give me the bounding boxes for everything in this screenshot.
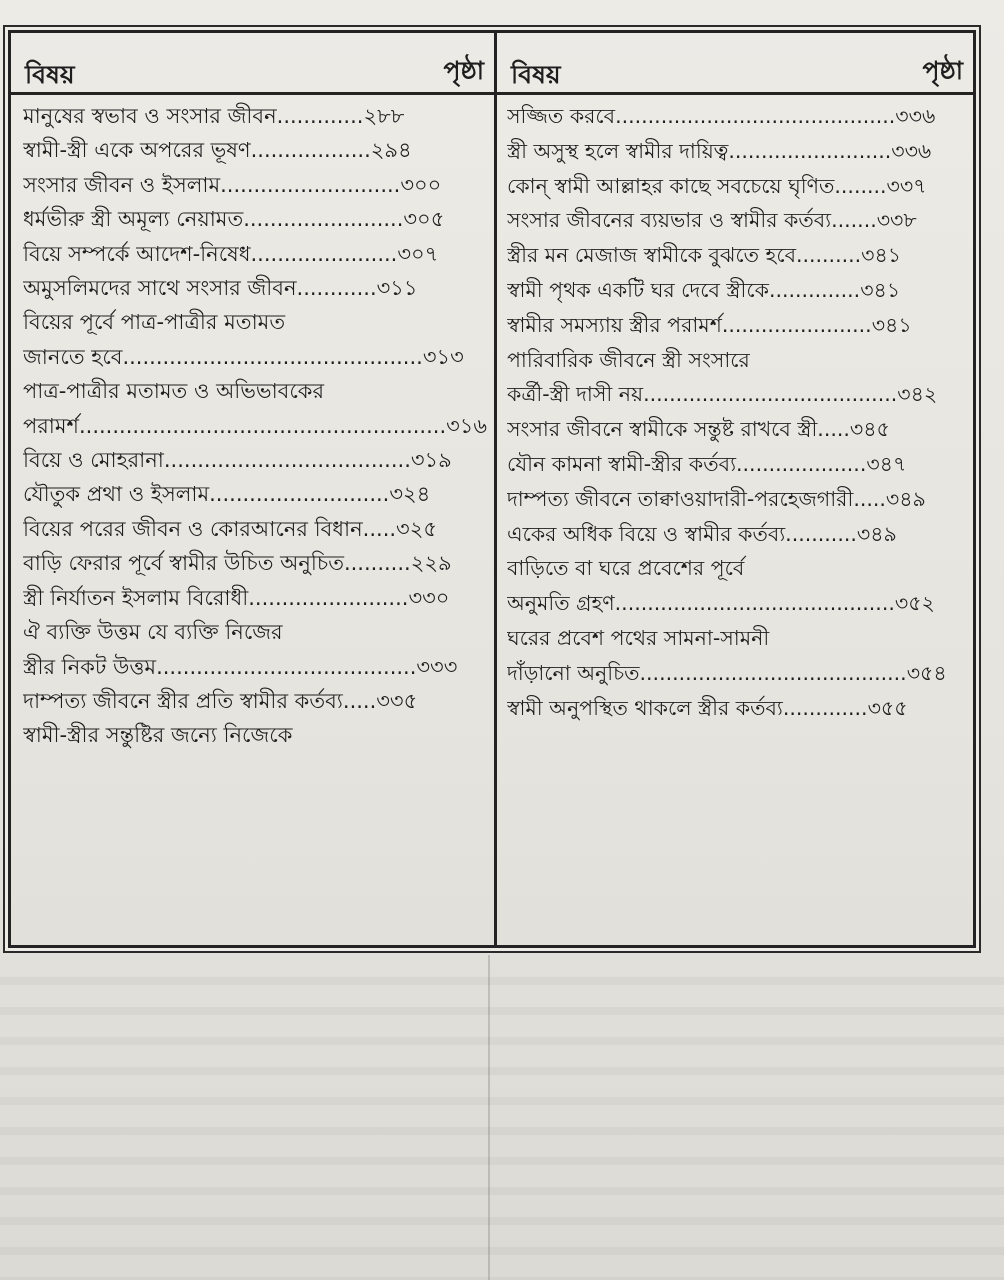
toc-entry: বিয়ে ও মোহরানা.....................................৩১৯ bbox=[23, 448, 452, 473]
bleed-through-divider bbox=[488, 955, 490, 1280]
toc-entry: সংসার জীবনের ব্যয়ভার ও স্বামীর কর্তব্য.......৩৩৮ bbox=[507, 208, 917, 233]
toc-entry: বিয়ে সম্পর্কে আদেশ-নিষেধ......................৩০৭ bbox=[23, 241, 439, 266]
toc-entry: স্বামী-স্ত্রী একে অপরের ভূষণ..................২৯৪ bbox=[23, 138, 412, 163]
toc-entry: সজ্জিত করবে...........................................৩৩৬ bbox=[507, 104, 936, 128]
toc-entry: স্বামী অনুপস্থিত থাকলে স্ত্রীর কর্তব্য.............৩৫৫ bbox=[507, 695, 908, 720]
toc-entry: স্ত্রীর নিকট উত্তম.......................................৩৩৩ bbox=[23, 654, 458, 679]
toc-left-entries bbox=[11, 95, 494, 753]
toc-entry: কোন্ স্বামী আল্লাহর কাছে সবচেয়ে ঘৃণিত........৩৩৭ bbox=[507, 173, 927, 198]
toc-entry: ধর্মভীরু স্ত্রী অমূল্য নেয়ামত........................৩০৫ bbox=[23, 207, 445, 232]
toc-entry: মানুষের স্বভাব ও সংসার জীবন.............২৮৮ bbox=[23, 104, 405, 128]
toc-entry: যৌন কামনা স্বামী-স্ত্রীর কর্তব্য....................৩৪৭ bbox=[507, 451, 907, 476]
toc-entry: অমুসলিমদের সাথে সংসার জীবন............৩১১ bbox=[23, 276, 418, 301]
toc-entry: অনুমতি গ্রহণ...........................................৩৫২ bbox=[507, 591, 935, 616]
toc-right-header bbox=[497, 33, 973, 95]
toc-entry: যৌতুক প্রথা ও ইসলাম...........................৩২৪ bbox=[23, 482, 431, 507]
toc-entry: স্ত্রী অসুস্থ হলে স্বামীর দায়িত্ব.........................৩৩৬ bbox=[507, 138, 932, 163]
page-heading: পৃষ্ঠা bbox=[443, 56, 484, 85]
topic-heading: বিষয় bbox=[25, 60, 75, 89]
toc-entry: পাত্র-পাত্রীর মতামত ও অভিভাবকের bbox=[23, 379, 325, 404]
toc-entry: স্বামী পৃথক একটি ঘর দেবে স্ত্রীকে..............৩৪১ bbox=[507, 277, 901, 302]
toc-entry: পরামর্শ.......................................................৩১৬ bbox=[23, 413, 488, 438]
toc-entry: ঐ ব্যক্তি উত্তম যে ব্যক্তি নিজের bbox=[23, 620, 283, 645]
toc-right-entries bbox=[497, 95, 973, 725]
toc-left-column bbox=[11, 33, 494, 945]
toc-entry: জানতে হবে.............................................৩১৩ bbox=[23, 344, 464, 369]
toc-entry: বাড়িতে বা ঘরে প্রবেশের পূর্বে bbox=[507, 556, 745, 581]
toc-entry: স্বামীর সমস্যায় স্ত্রীর পরামর্শ.......................৩৪১ bbox=[507, 312, 912, 337]
toc-entry: সংসার জীবনে স্বামীকে সন্তুষ্ট রাখবে স্ত্রী.....৩৪৫ bbox=[507, 417, 890, 442]
toc-entry: দাঁড়ানো অনুচিত.........................................৩৫৪ bbox=[507, 660, 947, 685]
toc-right-column bbox=[497, 33, 973, 945]
toc-entry: স্বামী-স্ত্রীর সন্তুষ্টির জন্যে নিজেকে bbox=[23, 723, 293, 748]
topic-heading: বিষয় bbox=[511, 60, 561, 89]
toc-entry: সংসার জীবন ও ইসলাম...........................৩০০ bbox=[23, 172, 442, 197]
toc-entry: একের অধিক বিয়ে ও স্বামীর কর্তব্য...........৩৪৯ bbox=[507, 521, 897, 546]
toc-entry: স্ত্রীর মন মেজাজ স্বামীকে বুঝতে হবে..........৩৪১ bbox=[507, 243, 902, 268]
toc-entry: কর্ত্রী-স্ত্রী দাসী নয়.......................................৩৪২ bbox=[507, 382, 938, 407]
toc-entry: ঘরের প্রবেশ পথের সামনা-সামনী bbox=[507, 625, 770, 650]
toc-entry: দাম্পত্য জীবনে তাক্বাওয়াদারী-পরহেজগারী.....৩৪৯ bbox=[507, 486, 926, 511]
bleed-through-text bbox=[0, 955, 1004, 1280]
toc-left-header bbox=[11, 33, 494, 95]
toc-entry: বিয়ের পরের জীবন ও কোরআনের বিধান.....৩২৫ bbox=[23, 516, 437, 541]
toc-entry: স্ত্রী নির্যাতন ইসলাম বিরোধী........................৩৩০ bbox=[23, 585, 450, 610]
toc-entry: বাড়ি ফেরার পূর্বে স্বামীর উচিত অনুচিত..........২২৯ bbox=[23, 551, 452, 576]
toc-entry: দাম্পত্য জীবনে স্ত্রীর প্রতি স্বামীর কর্তব্য.....৩৩৫ bbox=[23, 688, 418, 713]
table-of-contents bbox=[8, 30, 976, 948]
toc-entry: পারিবারিক জীবনে স্ত্রী সংসারে bbox=[507, 347, 750, 372]
page-heading: পৃষ্ঠা bbox=[922, 56, 963, 85]
toc-entry: বিয়ের পূর্বে পাত্র-পাত্রীর মতামত bbox=[23, 310, 286, 335]
